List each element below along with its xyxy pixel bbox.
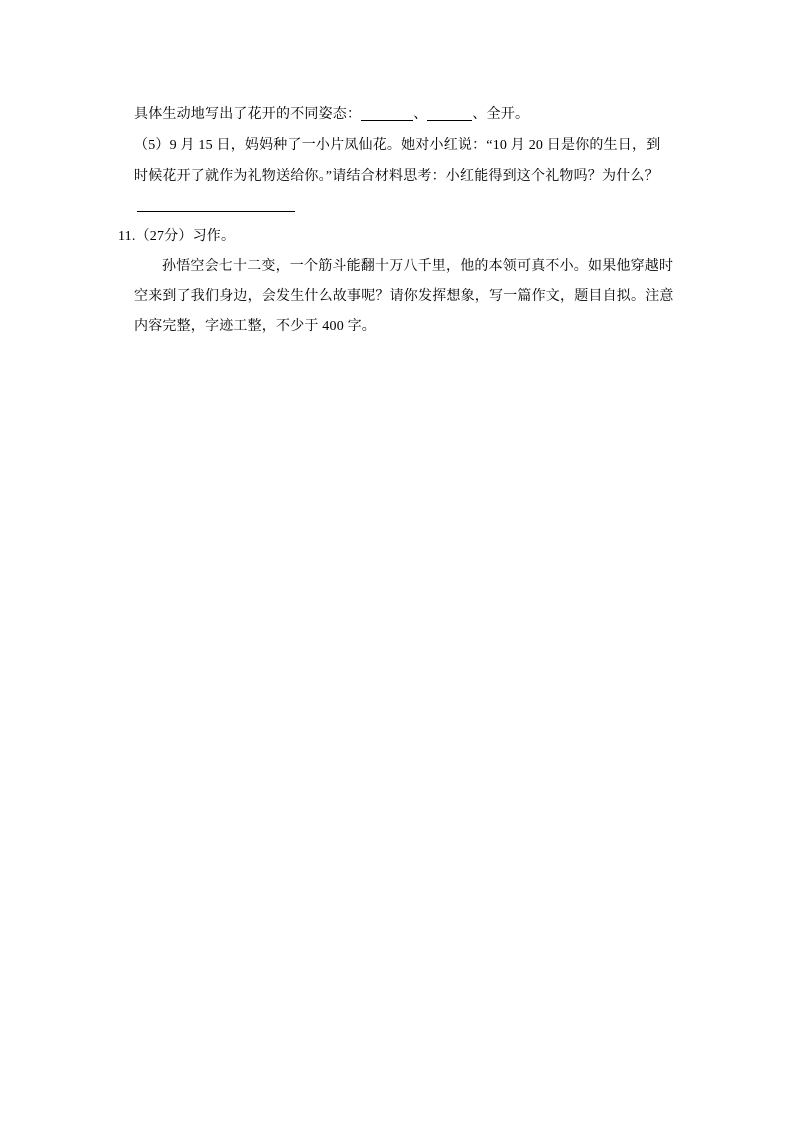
question10-part5-line2: 时候花开了就作为礼物送给你。”请结合材料思考：小红能得到这个礼物吗？为什么？ [134, 169, 659, 184]
fill-in-blank-2 [427, 107, 472, 121]
question10-stem-tail: 、全开。 [472, 107, 530, 122]
fill-in-blank-1 [361, 107, 413, 121]
question11-heading: 11.（27分）习作。 [118, 229, 236, 244]
answer-line [137, 211, 295, 212]
question11-body-line3: 内容完整，字迹工整，不少于 400 字。 [134, 319, 376, 334]
question10-part5-line1: （5）9 月 15 日，妈妈种了一小片凤仙花。她对小红说：“10 月 20 日是你的生日，到 [134, 138, 661, 153]
blank-separator: 、 [413, 107, 428, 122]
question10-stem-text: 具体生动地写出了花开的不同姿态： [134, 107, 362, 122]
question11-body-line2: 空来到了我们身边，会发生什么故事呢？请你发挥想象，写一篇作文，题目自拟。注意 [134, 289, 674, 304]
question10-stem-line [134, 106, 529, 123]
question11-body-line1: 孙悟空会七十二变，一个筋斗能翻十万八千里，他的本领可真不小。如果他穿越时 [162, 259, 674, 274]
